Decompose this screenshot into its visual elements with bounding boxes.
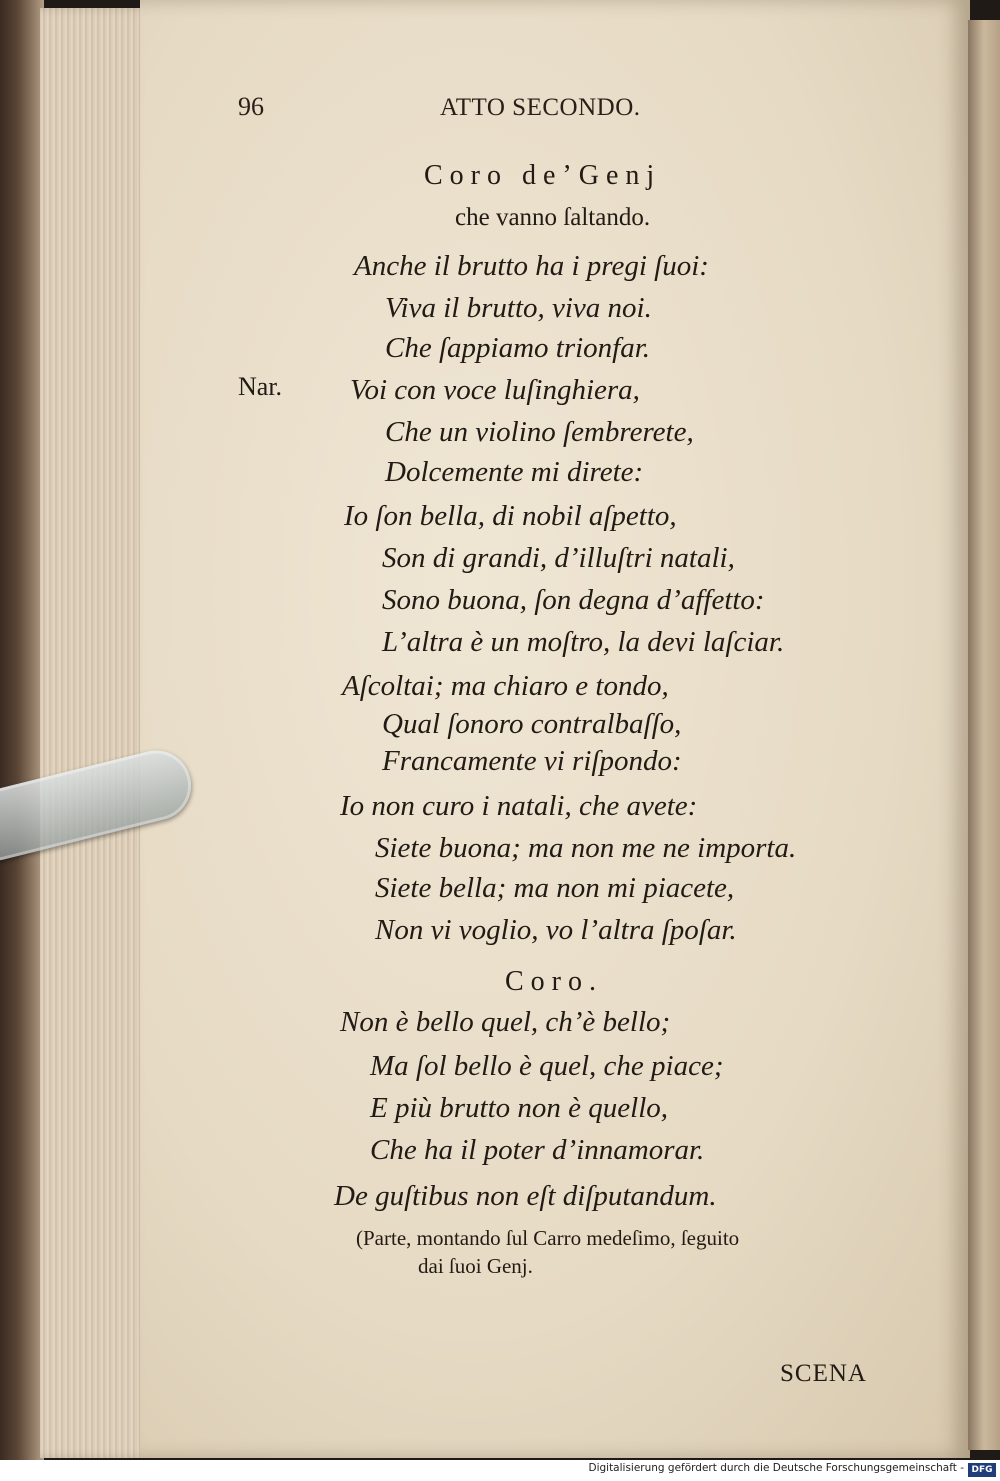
verse-line: Siete bella; ma non mi piacete, [375,872,735,904]
stage-direction: (Parte, montando ſul Carro medeſimo, ſeguito [356,1226,740,1250]
facing-page-edge [968,20,1000,1450]
verse-line: Che ſappiamo trionfar. [385,332,651,364]
footer-bar [0,1460,1000,1481]
verse-line: Dolcemente mi direte: [385,456,644,488]
verse-line: Che un violino ſembrerete, [385,416,694,448]
verse-line: Ma ſol bello è quel, che piace; [370,1050,724,1082]
page-number: 96 [238,92,264,121]
stage-direction: dai ſuoi Genj. [418,1254,533,1278]
latin-motto: De guſtibus non eſt diſputandum. [334,1180,717,1212]
verse-line: E più brutto non è quello, [370,1092,669,1124]
digitization-credit: Digitalisierung gefördert durch die Deutsche Forschungsgemeinschaft - [588,1462,964,1474]
verse-line: Che ha il poter d’innamorar. [370,1134,705,1166]
verse-line: Viva il brutto, viva noi. [385,292,652,324]
catchword: SCENA [780,1360,867,1387]
running-head: ATTO SECONDO. [440,94,641,121]
chorus-heading: Coro. [505,966,603,997]
chorus-direction: che vanno ſaltando. [455,204,651,231]
verse-line: Io ſon bella, di nobil aſpetto, [344,500,677,532]
book-spine-edge [0,0,44,1460]
verse-line: Anche il brutto ha i pregi ſuoi: [354,250,709,282]
page-header [0,92,1000,132]
verse-line: Sono buona, ſon degna d’affetto: [382,584,765,616]
verse-line: Non è bello quel, ch’è bello; [340,1006,671,1038]
speaker-label: Nar. [238,372,283,401]
page-stack-edges [40,8,150,1458]
verse-line: Francamente vi riſpondo: [382,745,682,777]
verse-line: Siete buona; ma non me ne importa. [375,832,797,864]
verse-line: L’altra è un moſtro, la devi laſciar. [382,626,785,658]
verse-line: Qual ſonoro contralbaſſo, [382,708,682,740]
verse-line: Son di grandi, d’illuſtri natali, [382,542,735,574]
verse-line: Voi con voce luſinghiera, [350,374,640,406]
dfg-logo-icon: DFG [968,1463,996,1477]
chorus-heading: Coro de’Genj [424,160,662,191]
verse-line: Io non curo i natali, che avete: [340,790,698,822]
verse-line: Aſcoltai; ma chiaro e tondo, [342,670,669,702]
verse-line: Non vi voglio, vo l’altra ſpoſar. [375,914,737,946]
